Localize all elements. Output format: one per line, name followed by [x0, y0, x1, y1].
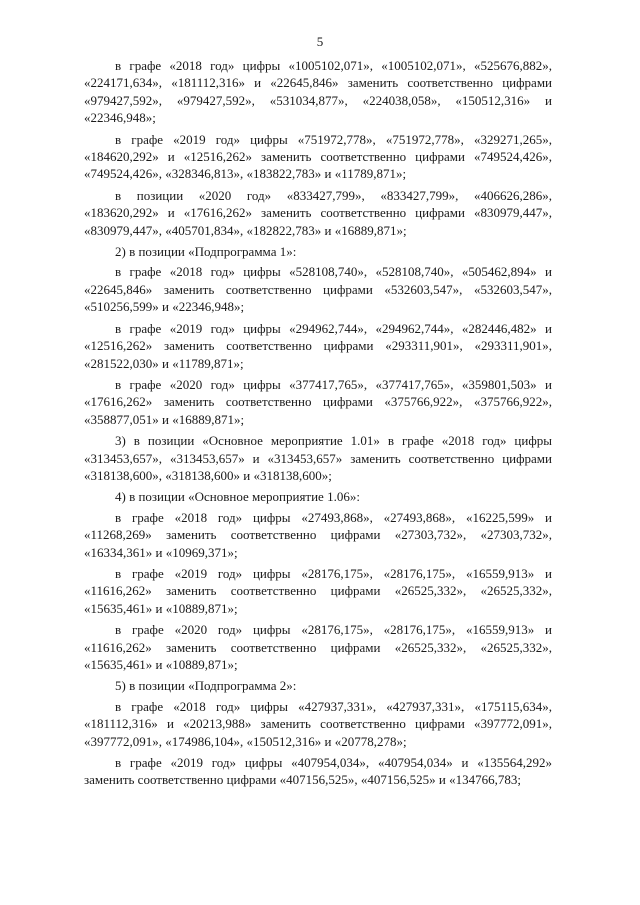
- paragraph: в графе «2019 год» цифры «294962,744», «294962,744», «282446,482» и «12516,262» заменить соответственно цифрами «293311,901», «293311,901», «281522,030» и «11789,871»;: [84, 320, 552, 371]
- paragraph: 3) в позиции «Основное мероприятие 1.01» в графе «2018 год» цифры «313453,657», «313453,657» и «313453,657» заменить соответственно цифрами «318138,600», «318138,600» и «318138,600»;: [84, 433, 552, 483]
- paragraph: в графе «2018 год» цифры «1005102,071», «1005102,071», «525676,882», «224171,634», «181112,316» и «22645,846» заменить соответственно цифрами «979427,592», «979427,592», «531034,877», «224038,058», «150512,316» и «22346,948»;: [84, 58, 552, 126]
- page-number: 5: [316, 34, 324, 49]
- paragraph: в графе «2019 год» цифры «751972,778», «751972,778», «329271,265», «184620,292» и «12516,262» заменить соответственно цифрами «749524,426», «749524,426», «328346,813», «183822,783» и «11789,871»;: [84, 131, 552, 182]
- list-item-heading: 4) в позиции «Основное мероприятие 1.06»:: [115, 489, 360, 505]
- paragraph: в графе «2020 год» цифры «28176,175», «28176,175», «16559,913» и «11616,262» заменить соответственно цифрами «26525,332», «26525,332», «15635,461» и «10889,871»;: [84, 622, 552, 672]
- paragraph: в графе «2018 год» цифры «528108,740», «528108,740», «505462,894» и «22645,846» заменить соответственно цифрами «532603,547», «532603,547», «510256,599» и «22346,948»;: [84, 264, 552, 315]
- list-item-heading: 5) в позиции «Подпрограмма 2»:: [115, 678, 297, 694]
- paragraph: в графе «2019 год» цифры «28176,175», «28176,175», «16559,913» и «11616,262» заменить соответственно цифрами «26525,332», «26525,332», «15635,461» и «10889,871»;: [84, 565, 552, 616]
- paragraph: в позиции «2020 год» «833427,799», «833427,799», «406626,286», «183620,292» и «17616,262» заменить соответственно цифрами «830979,447», «830979,447», «405701,834», «182822,783» и «16889,871»;: [84, 187, 552, 238]
- paragraph: в графе «2018 год» цифры «27493,868», «27493,868», «16225,599» и «11268,269» заменить соответственно цифрами «27303,732», «27303,732», «16334,361» и «10969,371»;: [84, 509, 552, 560]
- document-body: [84, 57, 552, 793]
- list-item-heading: 2) в позиции «Подпрограмма 1»:: [115, 244, 297, 260]
- paragraph: в графе «2018 год» цифры «427937,331», «427937,331», «175115,634», «181112,316» и «20213,988» заменить соответственно цифрами «397772,091», «397772,091», «174986,104», «150512,316» и «20778,278»;: [84, 698, 552, 749]
- paragraph: в графе «2020 год» цифры «377417,765», «377417,765», «359801,503» и «17616,262» заменить соответственно цифрами «375766,922», «375766,922», «358877,051» и «16889,871»;: [84, 376, 552, 427]
- paragraph: в графе «2019 год» цифры «407954,034», «407954,034» и «135564,292» заменить соответственно цифрами «407156,525», «407156,525» и «134766,783;: [84, 755, 552, 788]
